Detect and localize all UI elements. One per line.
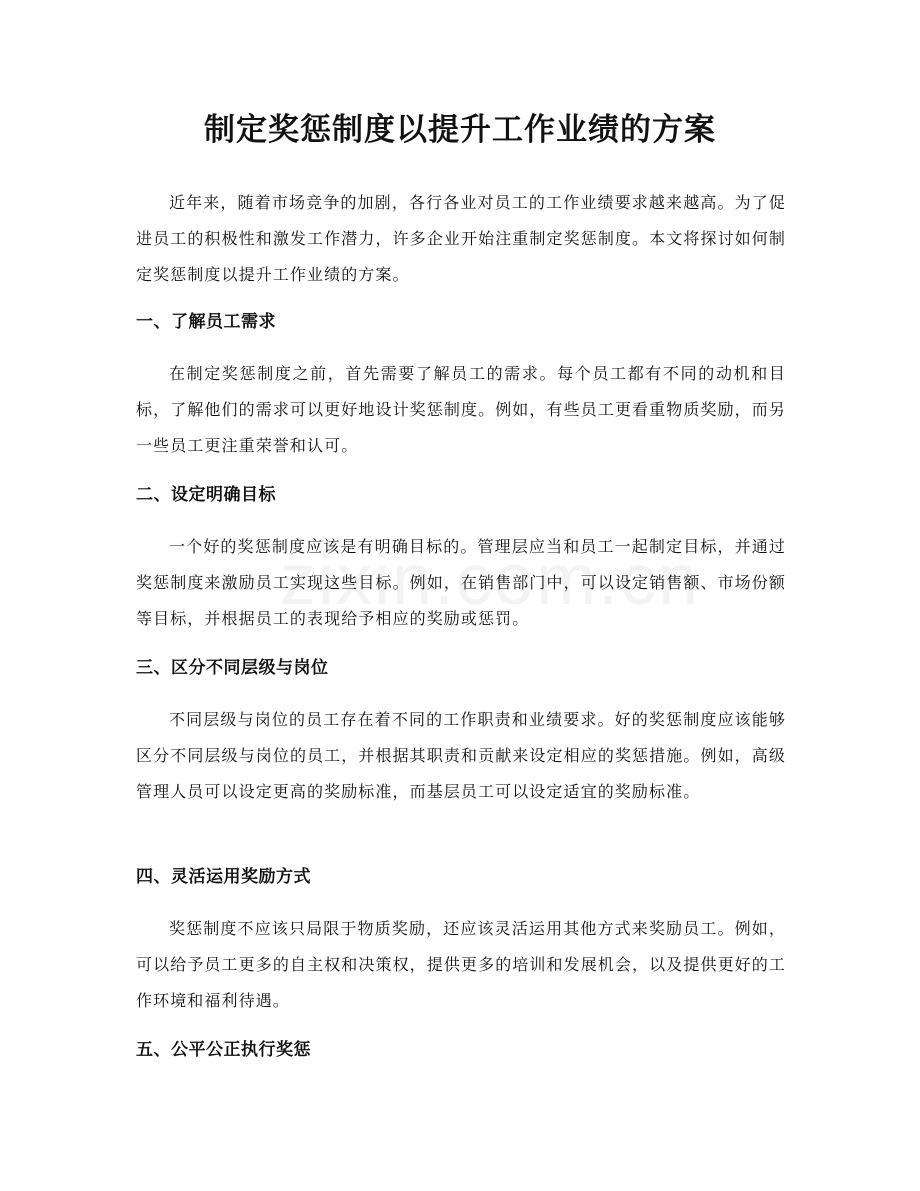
intro-paragraph: 近年来，随着市场竞争的加剧，各行各业对员工的工作业绩要求越来越高。为了促进员工的积极性和激发工作潜力，许多企业开始注重制定奖惩制度。本文将探讨如何制定奖惩制度以提升工作业绩的方案。 xyxy=(136,193,786,284)
section-heading-4: 四、灵活运用奖励方式 xyxy=(136,867,311,887)
section-body-2: 一个好的奖惩制度应该是有明确目标的。管理层应当和员工一起制定目标，并通过奖惩制度来激励员工实现这些目标。例如，在销售部门中，可以设定销售额、市场份额等目标，并根据员工的表现给予相应的奖励或惩罚。 xyxy=(136,537,786,628)
section-body-4: 奖惩制度不应该只局限于物质奖励，还应该灵活运用其他方式来奖励员工。例如，可以给予员工更多的自主权和决策权，提供更多的培训和发展机会，以及提供更好的工作环境和福利待遇。 xyxy=(136,919,786,1010)
section-heading-5: 五、公平公正执行奖惩 xyxy=(136,1040,311,1060)
section-heading-3: 三、区分不同层级与岗位 xyxy=(136,658,329,678)
section-heading-2: 二、设定明确目标 xyxy=(136,485,276,505)
document-title: 制定奖惩制度以提升工作业绩的方案 xyxy=(204,112,716,148)
section-body-1: 在制定奖惩制度之前，首先需要了解员工的需求。每个员工都有不同的动机和目标，了解他们的需求可以更好地设计奖惩制度。例如，有些员工更看重物质奖励，而另一些员工更注重荣誉和认可。 xyxy=(136,364,786,455)
section-heading-1: 一、了解员工需求 xyxy=(136,312,276,332)
section-body-3: 不同层级与岗位的员工存在着不同的工作职责和业绩要求。好的奖惩制度应该能够区分不同层级与岗位的员工，并根据其职责和贡献来设定相应的奖惩措施。例如，高级管理人员可以设定更高的奖励标准，而基层员工可以设定适宜的奖励标准。 xyxy=(136,710,786,801)
